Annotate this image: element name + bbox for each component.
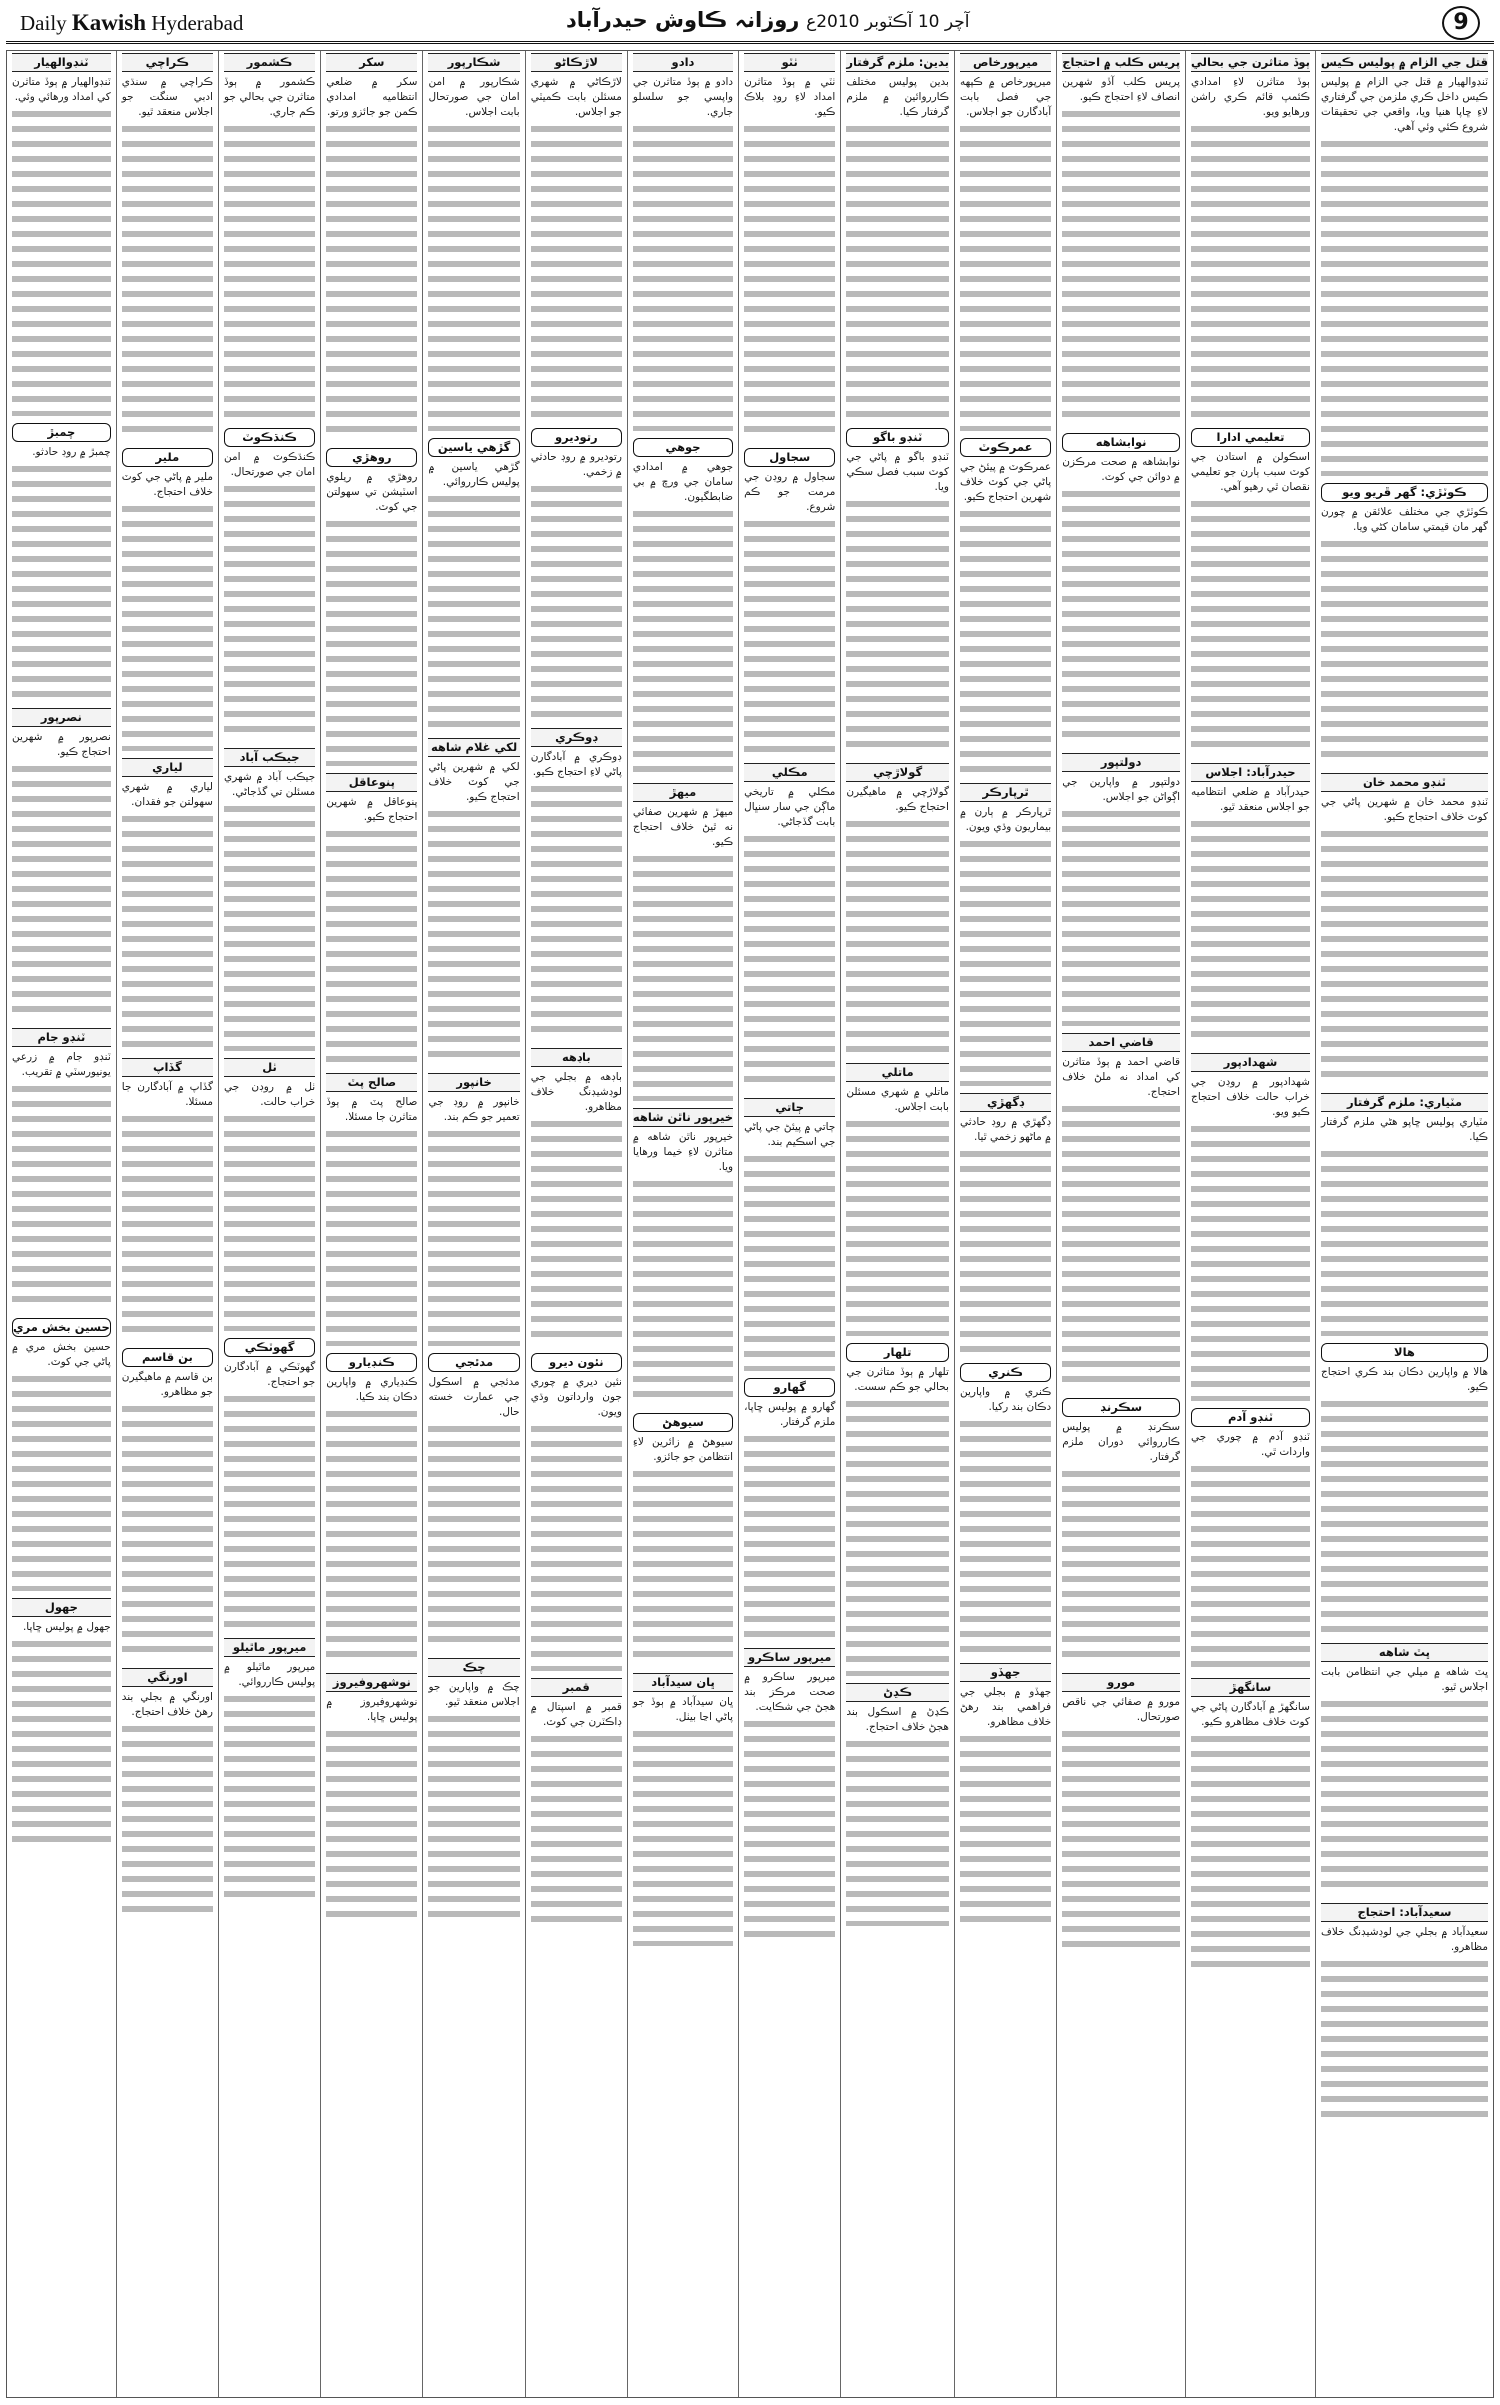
story-body: ٽنڊو باگو ۾ پاڻي جي کوٽ سبب فصل سڪي ويا. [846,450,949,756]
news-story [224,428,315,741]
news-story [122,1348,213,1661]
news-story [744,1378,835,1641]
story-headline: چمبڙ [12,423,111,442]
story-headline: ڪراچي [122,53,213,72]
story-headline: مدئجي [428,1353,519,1372]
news-story [12,423,111,701]
news-story [326,773,417,1066]
news-story [12,1318,111,1591]
story-body: ٺل ۾ روڊن جي خراب حالت. [224,1080,315,1331]
story-headline: حسين بخش مري [12,1318,111,1337]
story-headline: گڙهي ياسين [428,438,519,457]
story-body: ڪراچي ۾ سنڌي ادبي سنگت جو اجلاس منعقد ٿيو. [122,75,213,441]
news-story [1321,1343,1488,1636]
story-headline: جھڏو [960,1663,1051,1682]
news-story [744,763,835,1091]
news-story [1062,1398,1180,1666]
news-story [428,1073,519,1346]
news-column [840,51,954,2397]
news-story [12,53,111,416]
news-column [627,51,738,2397]
story-body: ڀان سيدآباد ۾ ٻوڏ جو پاڻي اڃا بيٺل. [633,1695,733,1946]
news-story [846,1063,949,1336]
story-headline: باڊهه [531,1048,622,1067]
story-body: سيوهڻ ۾ زائرين لاءِ انتظامن جو جائزو. [633,1435,733,1666]
news-story [960,783,1051,1086]
story-headline: ميرپورخاص [960,53,1051,72]
story-body: روهڙي ۾ ريلوي اسٽيشن تي سهولتن جي کوٽ. [326,470,417,766]
urdu-masthead [566,8,986,32]
story-headline: ٺل [224,1058,315,1077]
news-column [1315,51,1493,2397]
news-story [224,1338,315,1631]
page-number: 9 [1442,6,1480,40]
story-body: ڀٽ شاهه ۾ ميلي جي انتظامن بابت اجلاس ٿيو. [1321,1665,1488,1896]
story-headline: لکي غلام شاهه [428,738,519,757]
news-story [326,53,417,441]
story-headline: ميرپور ماٿيلو [224,1638,315,1657]
story-body: اسڪولن ۾ استادن جي کوٽ سبب ٻارن جو تعليمي نقصان ٿي رهيو آهي. [1191,450,1310,756]
story-headline: ڪڍڻ [846,1683,949,1702]
news-story [1062,53,1180,426]
story-headline: خيرپور ناٿن شاهه [633,1108,733,1127]
news-story [1062,1033,1180,1391]
news-column [738,51,840,2397]
news-column [320,51,422,2397]
story-body: حيدرآباد ۾ ضلعي انتظاميه جو اجلاس منعقد ٿيو. [1191,785,1310,1046]
news-story [1191,763,1310,1046]
story-body: سجاول ۾ روڊن جي مرمت جو ڪم شروع. [744,470,835,756]
news-story [122,1058,213,1341]
story-headline: سعيدآباد: احتجاج [1321,1903,1488,1922]
story-headline: سڪرنڊ [1062,1398,1180,1417]
news-story [1062,1673,1180,1956]
story-headline: سجاول [744,448,835,467]
news-story [846,763,949,1056]
news-story [224,1638,315,1901]
news-story [744,53,835,441]
news-story [224,1058,315,1331]
story-headline: ڪنڌڪوٽ [224,428,315,447]
story-headline: گڏاپ [122,1058,213,1077]
story-body: ٽنڊو آدم ۾ چوري جي واردات ٿي. [1191,1430,1310,1671]
news-story [12,708,111,1021]
news-story [428,53,519,431]
story-headline: شهدادپور [1191,1053,1310,1072]
story-body: عمرڪوٽ ۾ پيئڻ جي پاڻي جي کوٽ خلاف شهرين احتجاج ڪيو. [960,460,1051,776]
news-story [1321,1093,1488,1336]
story-body: ڄاتي ۾ پيئڻ جي پاڻي جي اسڪيم بند. [744,1120,835,1371]
story-body: لاڙڪاڻي ۾ شهري مسئلن بابت ڪميٽي جو اجلاس. [531,75,622,421]
news-story [1321,1643,1488,1896]
story-body: جوهي ۾ امدادي سامان جي ورڇ ۾ بي ضابطگيون. [633,460,733,776]
news-story [960,1663,1051,1931]
story-headline: قمبر [531,1678,622,1697]
story-headline: ملير [122,448,213,467]
story-body: سڪرنڊ ۾ پوليس ڪارروائي دوران ملزم گرفتار. [1062,1420,1180,1666]
news-story [531,728,622,1041]
story-body: لياري ۾ شهري سهولتن جو فقدان. [122,780,213,1051]
story-headline: دادو [633,53,733,72]
story-headline: لاڙڪاڻو [531,53,622,72]
story-body: تلهار ۾ ٻوڏ متاثرن جي بحالي جو ڪم سست. [846,1365,949,1676]
story-body: ڊوڪري ۾ آبادگارن پاڻي لاءِ احتجاج ڪيو. [531,750,622,1041]
news-story [1191,1408,1310,1671]
story-headline: مورو [1062,1673,1180,1692]
date-line: آچر 10 آڪٽوبر 2010ع [806,12,970,32]
story-headline: ڪوٽڙي: گهر ڦريو ويو [1321,483,1488,502]
story-headline: نوشهروفيروز [326,1673,417,1692]
story-body: ٿرپارڪر ۾ ٻارن ۾ بيماريون وڌي ويون. [960,805,1051,1086]
news-story [960,438,1051,776]
news-story [1191,53,1310,421]
story-body: سکر ۾ ضلعي انتظاميه امدادي ڪمن جو جائزو ورتو. [326,75,417,441]
story-headline: بدين: ملزم گرفتار [846,53,949,72]
story-body: گڏاپ ۾ آبادگارن جا مسئلا. [122,1080,213,1341]
news-story [744,1648,835,1946]
story-headline: دولتپور [1062,753,1180,772]
story-body: ٽنڊوالهيار ۾ ٻوڏ متاثرن کي امداد ورهائي وئي. [12,75,111,416]
news-story [1191,428,1310,756]
news-story [1062,753,1180,1026]
story-headline: چڪ [428,1658,519,1677]
news-column [954,51,1056,2397]
story-body: سانگهڙ ۾ آبادگارن پاڻي جي کوٽ خلاف مظاهرو ڪيو. [1191,1700,1310,1971]
story-body: نصرپور ۾ شهرين احتجاج ڪيو. [12,730,111,1021]
story-body: خانپور ۾ روڊ جي تعمير جو ڪم بند. [428,1095,519,1346]
story-headline: نصرپور [12,708,111,727]
story-headline: پريس ڪلب ۾ احتجاج [1062,53,1180,72]
news-story [428,438,519,731]
masthead [6,4,1494,44]
story-headline: ميرپور ساڪرو [744,1648,835,1667]
news-story [224,748,315,1051]
news-column [525,51,627,2397]
news-story [633,1108,733,1406]
news-story [12,1598,111,1846]
news-story [531,1678,622,1931]
news-column [7,51,116,2397]
story-headline: حيدرآباد: اجلاس [1191,763,1310,782]
news-story [846,428,949,756]
story-body: خيرپور ناٿن شاهه ۾ متاثرن لاءِ خيما ورهايا ويا. [633,1130,733,1406]
news-story [531,1353,622,1671]
news-story [531,53,622,421]
story-headline: لياري [122,758,213,777]
story-headline: صالح پٽ [326,1073,417,1092]
story-body: جھڏو ۾ بجلي جي فراهمي بند رهڻ خلاف مظاهرو. [960,1685,1051,1931]
story-body: نوشهروفيروز ۾ پوليس ڇاپا. [326,1695,417,1926]
story-body: بن قاسم ۾ ماهيگيرن جو مظاهرو. [122,1370,213,1661]
news-story [326,1073,417,1346]
story-body: ٺٽي ۾ ٻوڏ متاثرن امداد لاءِ روڊ بلاڪ ڪيو. [744,75,835,441]
story-body: شڪارپور ۾ امن امان جي صورتحال بابت اجلاس. [428,75,519,431]
news-story [1321,483,1488,766]
news-story [744,448,835,756]
story-body: رتوديرو ۾ روڊ حادثي ۾ زخمي. [531,450,622,721]
news-column [422,51,524,2397]
story-body: جهول ۾ پوليس ڇاپا. [12,1620,111,1846]
story-headline: عمرڪوٽ [960,438,1051,457]
story-body: پريس ڪلب آڏو شهرين انصاف لاءِ احتجاج ڪيو. [1062,75,1180,426]
story-body: جيڪب آباد ۾ شهري مسئلن تي گڏجاڻي. [224,770,315,1051]
story-body: گولاڙچي ۾ ماهيگيرن احتجاج ڪيو. [846,785,949,1056]
story-body: اورنگي ۾ بجلي بند رهڻ خلاف احتجاج. [122,1690,213,1921]
news-story [326,1353,417,1666]
story-headline: جيڪب آباد [224,748,315,767]
story-body: مدئجي ۾ اسڪول جي عمارت خسته حال. [428,1375,519,1651]
story-body: ڪشمور ۾ ٻوڏ متاثرن جي بحالي جو ڪم جاري. [224,75,315,421]
story-body: ڪنري ۾ واپارين دڪان بند رکيا. [960,1385,1051,1656]
story-body: گهوٽڪي ۾ آبادگارن جو احتجاج. [224,1360,315,1631]
news-column [218,51,320,2397]
story-body: باڊهه ۾ بجلي جي لوڊشيڊنگ خلاف مظاهرو. [531,1070,622,1346]
news-story [1191,1053,1310,1401]
news-column [116,51,218,2397]
story-headline: ڄاتي [744,1098,835,1117]
story-headline: ڪنري [960,1363,1051,1382]
story-body: ٻوڏ متاثرن لاءِ امدادي ڪئمپ قائم ڪري راشن ورهايو ويو. [1191,75,1310,421]
story-body: ميرپورخاص ۾ ڪپهه جي فصل بابت آبادگارن جو اجلاس. [960,75,1051,431]
english-title-name: Kawish [71,10,147,35]
story-headline: ٿرپارڪر [960,783,1051,802]
story-headline: بن قاسم [122,1348,213,1367]
story-headline: نوابشاهه [1062,433,1180,452]
news-story [960,1093,1051,1356]
news-story [428,1658,519,1921]
news-story [1062,433,1180,746]
story-headline: ڪشمور [224,53,315,72]
story-headline: اورنگي [122,1668,213,1687]
story-body: بدين پوليس مختلف ڪارروائين ۾ ملزم گرفتار ڪيا. [846,75,949,421]
news-story [1321,773,1488,1086]
story-headline: ڊوڪري [531,728,622,747]
story-body: مڪلي ۾ تاريخي ماڳن جي سار سنڀال بابت گڏجاڻي. [744,785,835,1091]
news-story [531,1048,622,1346]
story-body: نئين ديري ۾ چوري جون وارداتون وڌي ويون. [531,1375,622,1671]
story-headline: جوهي [633,438,733,457]
story-headline: روهڙي [326,448,417,467]
story-headline: سکر [326,53,417,72]
story-body: ٽنڊو محمد خان ۾ شهرين پاڻي جي کوٽ خلاف احتجاج ڪيو. [1321,795,1488,1086]
news-story [1191,1678,1310,1971]
story-body: ڪنڊياري ۾ واپارين دڪان بند ڪيا. [326,1375,417,1666]
story-headline: پنوعاقل [326,773,417,792]
news-story [960,53,1051,431]
story-headline: قاضي احمد [1062,1033,1180,1052]
story-body: ڊگهڙي ۾ روڊ حادثي ۾ ماڻهو زخمي ٿيا. [960,1115,1051,1356]
story-headline: گولاڙچي [846,763,949,782]
story-body: لکي ۾ شهرين پاڻي جي کوٽ خلاف احتجاج ڪيو. [428,760,519,1066]
story-body: قاضي احمد ۾ ٻوڏ متاثرن کي امداد نه ملڻ خلاف احتجاج. [1062,1055,1180,1391]
story-body: ميرپور ماٿيلو ۾ پوليس ڪارروائي. [224,1660,315,1901]
story-headline: ٻوڏ متاثرن جي بحالي [1191,53,1310,72]
story-headline: خانپور [428,1073,519,1092]
news-story [531,428,622,721]
news-story [633,1673,733,1946]
news-story [122,448,213,751]
story-headline: ٽنڊوالهيار [12,53,111,72]
story-body: چمبڙ ۾ روڊ حادثو. [12,445,111,701]
news-story [633,438,733,776]
story-headline: قتل جي الزام ۾ پوليس ڪيس [1321,53,1488,72]
news-story [960,1363,1051,1656]
story-body: ڪڍڻ ۾ اسڪول بند هجڻ خلاف احتجاج. [846,1705,949,1926]
news-story [428,1353,519,1651]
story-headline: ٽنڊو جام [12,1028,111,1047]
english-title [20,10,243,36]
story-body: ميرپور ساڪرو ۾ صحت مرڪز بند هجڻ جي شڪايت. [744,1670,835,1946]
story-body: ماتلي ۾ شهري مسئلن بابت اجلاس. [846,1085,949,1336]
story-headline: ڀٽ شاهه [1321,1643,1488,1662]
story-headline: سانگهڙ [1191,1678,1310,1697]
story-body: دادو ۾ ٻوڏ متاثرن جي واپسي جو سلسلو جاري. [633,75,733,431]
story-body: ڪوٽڙي جي مختلف علائقن ۾ چورن گهر مان قيمتي سامان کڻي ويا. [1321,505,1488,766]
story-body: قمبر ۾ اسپتال ۾ ڊاڪٽرن جي کوٽ. [531,1700,622,1931]
news-story [326,448,417,766]
story-headline: ڪنڊيارو [326,1353,417,1372]
news-story [122,1668,213,1921]
story-body: ٽنڊوالهيار ۾ قتل جي الزام ۾ پوليس ڪيس داخل ڪري ملزمن جي گرفتاري لاءِ ڇاپا هنيا ويا، واقعي جي تحقيقات شروع ڪئي وئي آهي. [1321,75,1488,476]
story-headline: ڀان سيدآباد [633,1673,733,1692]
story-body: گهارو ۾ پوليس ڇاپا، ملزم گرفتار. [744,1400,835,1641]
story-headline: شڪارپور [428,53,519,72]
story-headline: جهول [12,1598,111,1617]
news-story [224,53,315,421]
news-column [1185,51,1315,2397]
story-body: نوابشاهه ۾ صحت مرڪزن ۾ دوائن جي کوٽ. [1062,455,1180,746]
story-body: ميهڙ ۾ شهرين صفائي نه ٿيڻ خلاف احتجاج ڪيو. [633,805,733,1101]
story-body: مٽياري پوليس ڇاپو هڻي ملزم گرفتار ڪيا. [1321,1115,1488,1336]
story-body: حسين بخش مري ۾ پاڻي جي کوٽ. [12,1340,111,1591]
story-headline: گهوٽڪي [224,1338,315,1357]
story-headline: تلهار [846,1343,949,1362]
story-body: گڙهي ياسين ۾ پوليس ڪارروائي. [428,460,519,731]
english-title-city: Hyderabad [151,11,244,35]
news-columns [6,50,1494,2398]
story-headline: گهارو [744,1378,835,1397]
news-story [744,1098,835,1371]
news-story [12,1028,111,1311]
newspaper-name: روزانہ ڪاوش حيدرآباد [566,8,800,32]
story-headline: سيوهڻ [633,1413,733,1432]
story-headline: هالا [1321,1343,1488,1362]
news-story [122,758,213,1051]
news-story [846,53,949,421]
news-story [633,53,733,431]
news-story [846,1343,949,1676]
story-body: دولتپور ۾ واپارين جي اڳواڻن جو اجلاس. [1062,775,1180,1026]
story-body: سعيدآباد ۾ بجلي جي لوڊشيڊنگ خلاف مظاهرو. [1321,1925,1488,2126]
news-story [326,1673,417,1926]
news-story [846,1683,949,1926]
story-headline: ٽنڊو محمد خان [1321,773,1488,792]
story-headline: ٺٽو [744,53,835,72]
english-title-prefix: Daily [20,11,67,35]
story-body: هالا ۾ واپارين دڪان بند ڪري احتجاج ڪيو. [1321,1365,1488,1636]
story-body: مورو ۾ صفائي جي ناقص صورتحال. [1062,1695,1180,1956]
news-story [122,53,213,441]
news-story [633,783,733,1101]
news-story [1321,1903,1488,2126]
story-body: شهدادپور ۾ روڊن جي خراب حالت خلاف احتجاج ڪيو ويو. [1191,1075,1310,1401]
story-body: چڪ ۾ واپارين جو اجلاس منعقد ٿيو. [428,1680,519,1921]
story-headline: ميهڙ [633,783,733,802]
news-story [633,1413,733,1666]
story-body: صالح پٽ ۾ ٻوڏ متاثرن جا مسئلا. [326,1095,417,1346]
story-headline: ٽنڊو باگو [846,428,949,447]
story-headline: تعليمي ادارا [1191,428,1310,447]
story-headline: ماتلي [846,1063,949,1082]
story-body: ڪنڌڪوٽ ۾ امن امان جي صورتحال. [224,450,315,741]
story-body: ملير ۾ پاڻي جي کوٽ خلاف احتجاج. [122,470,213,751]
story-headline: ٽنڊو آدم [1191,1408,1310,1427]
story-body: پنوعاقل ۾ شهرين احتجاج ڪيو. [326,795,417,1066]
story-headline: مٽياري: ملزم گرفتار [1321,1093,1488,1112]
story-body: ٽنڊو جام ۾ زرعي يونيورسٽي ۾ تقريب. [12,1050,111,1311]
story-headline: ڊگهڙي [960,1093,1051,1112]
news-column [1056,51,1185,2397]
story-headline: رتوديرو [531,428,622,447]
news-story [1321,53,1488,476]
story-headline: مڪلي [744,763,835,782]
story-headline: نئون ديرو [531,1353,622,1372]
news-story [428,738,519,1066]
